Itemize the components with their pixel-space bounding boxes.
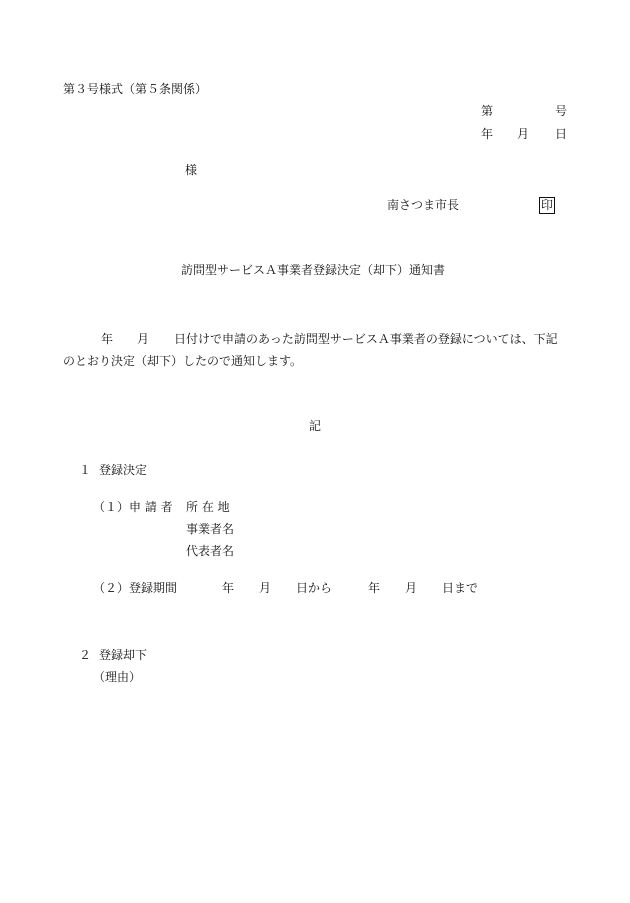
period-to-year: 年 <box>368 581 381 595</box>
form-label: 第３号様式（第５条関係） <box>63 82 208 96</box>
body-line-1: 日付けで申請のあった訪問型サービスＡ事業者の登録については、下記 <box>174 332 558 346</box>
section1-number: １ <box>79 463 92 477</box>
period-label: （２）登録期間 <box>93 581 178 595</box>
addressee-sama: 様 <box>185 163 198 177</box>
rejection-reason-label: （理由） <box>93 670 142 684</box>
seal-label: 印 <box>541 198 554 212</box>
period-from-month: 月 <box>259 581 272 595</box>
issuer-name: 南さつま市長 <box>387 198 460 212</box>
period-from-day: 日から <box>296 581 333 595</box>
date-year: 年 <box>481 127 494 141</box>
section2-number: ２ <box>79 648 92 662</box>
date-day: 日 <box>555 127 568 141</box>
body-month: 月 <box>137 332 150 346</box>
period-from-year: 年 <box>222 581 235 595</box>
date-month: 月 <box>517 127 530 141</box>
period-to-month: 月 <box>405 581 418 595</box>
body-year: 年 <box>101 332 114 346</box>
applicant-label: （１）申 請 者 <box>93 500 173 514</box>
field-address: 所 在 地 <box>186 500 230 514</box>
section1-heading: 登録決定 <box>99 463 148 477</box>
body-line-2: のとおり決定（却下）したので通知します。 <box>63 354 303 368</box>
seal-stamp <box>539 197 555 214</box>
period-to-day: 日まで <box>442 581 479 595</box>
ki-heading: 記 <box>309 419 322 433</box>
doc-number-dai: 第 <box>481 104 494 118</box>
section2-heading: 登録却下 <box>99 648 148 662</box>
field-representative: 代表者名 <box>186 544 235 558</box>
doc-number-go: 号 <box>555 104 568 118</box>
document-title: 訪問型サービスＡ事業者登録決定（却下）通知書 <box>181 263 446 277</box>
field-company-name: 事業者名 <box>186 522 235 536</box>
